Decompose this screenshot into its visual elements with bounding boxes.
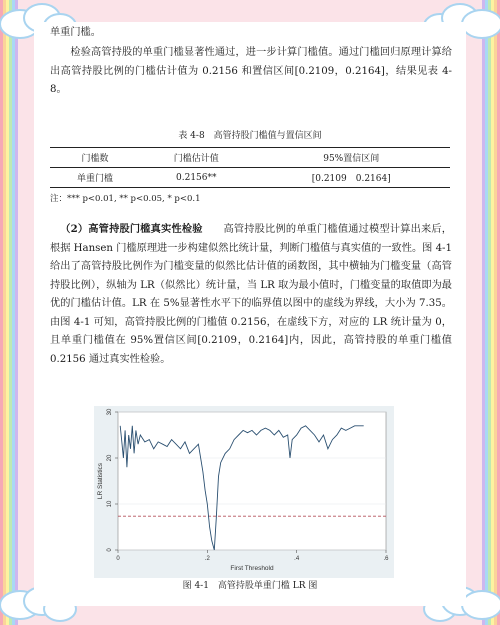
table-caption: 表 4-8 高管持股门槛值与置信区间 bbox=[178, 131, 322, 141]
table-note: 注：*** p<0.01, ** p<0.05, * p<0.1 bbox=[50, 194, 201, 204]
rainbow-border-right bbox=[482, 0, 500, 625]
table-cell: 0.2156** bbox=[176, 172, 217, 183]
y-tick-label: 0 bbox=[107, 548, 113, 552]
paragraph-continuation: 单重门槛。 bbox=[50, 27, 101, 38]
table-header: 门槛数 bbox=[81, 154, 109, 164]
section-heading: （2）高管持股门槛真实性检验 bbox=[60, 223, 203, 235]
lr-chart bbox=[94, 406, 394, 578]
y-tick-label: 20 bbox=[107, 454, 113, 462]
paragraph-body: 高管持股比例的单重门槛值通过模型计算出来后，根据 Hansen 门槛原理进一步构建似然比统计量，判断门槛值与真实值的一致性。图 4-1 给出了高管持股比例作为门槛变量的似然比估计值的函数图，其中横轴为门槛变量（高管持股比例），纵轴为 LR（似然比）统计量，当 LR 取为最小值时，门槛变量的取值即为最优的门槛估计值。LR 在 5%显著性水平下的临界值以图中的虚线为界线，大小为 7.35。由图 4-1 可知，高管持股比例的门槛值 0.2156，在虚线下方，对应的 LR 统计量为 0，且单重门槛值在 95%置信区间[0.2109，0.2164]内，因此，高管持股的单重门槛值 0.2156 通过真实性检验。 bbox=[50, 224, 452, 365]
x-tick-label: .4 bbox=[294, 556, 300, 562]
threshold-table bbox=[50, 147, 450, 188]
document-page bbox=[34, 22, 466, 606]
table-cell: [0.2109 0.2164] bbox=[311, 174, 391, 184]
y-axis-label: LR Statistics bbox=[97, 462, 104, 500]
paragraph-authenticity-test bbox=[50, 220, 452, 369]
plot-area bbox=[118, 412, 386, 550]
rainbow-border-left bbox=[0, 0, 18, 625]
table-header: 95%置信区间 bbox=[323, 154, 380, 164]
x-tick-label: .2 bbox=[204, 556, 210, 562]
x-tick-label: .6 bbox=[383, 556, 389, 562]
paragraph-threshold-estimate: 检验高管持股的单重门槛显著性通过，进一步计算门槛值。通过门槛回归原理计算给出高管持股比例的门槛估计值为 0.2156 和置信区间[0.2109，0.2164]，结果见表 4-8。 bbox=[50, 47, 452, 95]
y-tick-label: 10 bbox=[107, 500, 113, 508]
x-tick-label: 0 bbox=[116, 556, 120, 562]
table-cell: 单重门槛 bbox=[76, 174, 113, 184]
y-tick-label: 30 bbox=[107, 408, 113, 416]
x-axis-label: First Threshold bbox=[230, 565, 274, 572]
table-header: 门槛估计值 bbox=[173, 154, 219, 164]
table-header-row bbox=[50, 148, 450, 168]
table-row bbox=[50, 168, 450, 188]
figure-caption: 图 4-1 高管持股单重门槛 LR 图 bbox=[182, 581, 318, 591]
